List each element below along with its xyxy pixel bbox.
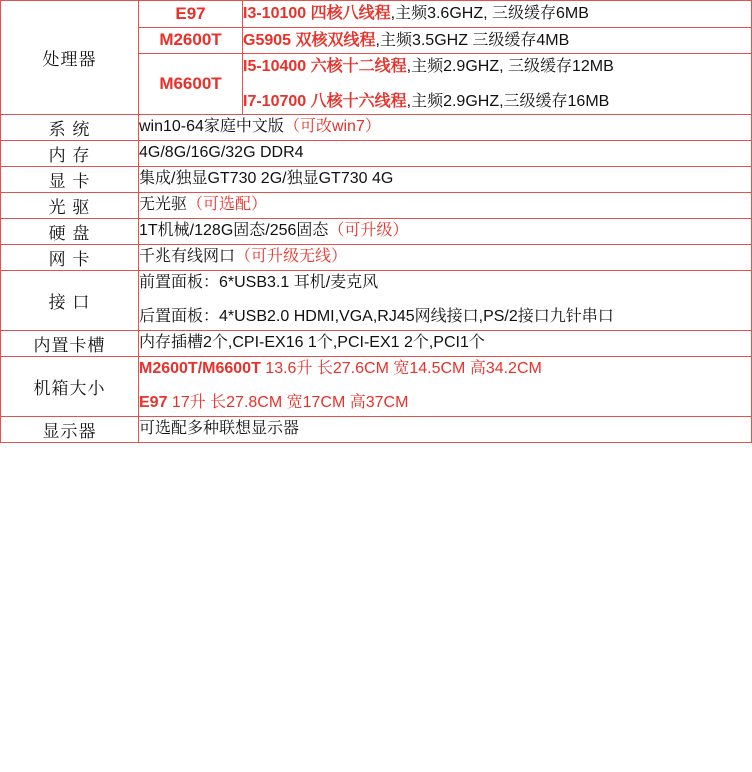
table-row bbox=[1, 219, 752, 245]
row-label-system: 系 统 bbox=[1, 115, 139, 141]
case-model: E97 bbox=[139, 393, 168, 411]
value-text: 1T机械/128G固态/256固态 bbox=[139, 222, 329, 240]
row-label-processor: 处理器 bbox=[1, 1, 139, 115]
table-row bbox=[1, 193, 752, 219]
value-note: （可升级无线） bbox=[235, 248, 348, 266]
table-row bbox=[1, 167, 752, 193]
cpu-line-i5 bbox=[243, 54, 751, 80]
cpu-detail: ,主频2.9GHZ,三级缓存16MB bbox=[406, 92, 610, 110]
row-value-network bbox=[139, 245, 752, 271]
table-row bbox=[1, 115, 752, 141]
cpu-model: I3-10100 四核八线程 bbox=[243, 5, 391, 22]
row-value-case-size bbox=[139, 356, 752, 416]
row-label-harddisk: 硬 盘 bbox=[1, 219, 139, 245]
case-dimensions: 17升 长27.8CM 宽17CM 高37CM bbox=[167, 393, 409, 411]
value-text: 集成/独显GT730 2G/独显GT730 4G bbox=[139, 170, 394, 188]
cpu-detail: ,主频3.6GHZ, 三级缓存6MB bbox=[390, 5, 589, 22]
row-value-optical-drive bbox=[139, 193, 752, 219]
interface-front-panel: 前置面板：6*USB3.1 耳机/麦克风 bbox=[139, 274, 379, 292]
cpu-detail: ,主频2.9GHZ, 三级缓存12MB bbox=[406, 58, 614, 76]
cpu-desc-m2600t bbox=[243, 27, 752, 54]
cpu-code-e97: E97 bbox=[139, 1, 243, 28]
row-label-network: 网 卡 bbox=[1, 245, 139, 271]
table-row bbox=[1, 416, 752, 442]
cpu-model: I7-10700 八核十六线程 bbox=[243, 92, 407, 110]
cpu-line-i7 bbox=[243, 89, 751, 115]
row-value-slots: 内存插槽2个,CPI-EX16 1个,PCI-EX1 2个,PCI1个 bbox=[139, 330, 752, 356]
cpu-code-m6600t: M6600T bbox=[139, 54, 243, 115]
row-label-graphics: 显 卡 bbox=[1, 167, 139, 193]
value-text: win10-64家庭中文版 bbox=[139, 118, 284, 136]
interface-rear-panel: 后置面板：4*USB2.0 HDMI,VGA,RJ45网线接口,PS/2接口九针串口 bbox=[139, 308, 614, 326]
row-label-memory: 内 存 bbox=[1, 141, 139, 167]
cpu-desc-m6600t bbox=[243, 54, 752, 115]
cpu-model: I5-10400 六核十二线程 bbox=[243, 58, 407, 76]
case-dimensions: 13.6升 长27.6CM 宽14.5CM 高34.2CM bbox=[260, 359, 542, 377]
row-label-interface: 接 口 bbox=[1, 271, 139, 331]
case-model: M2600T/M6600T bbox=[139, 359, 261, 377]
cpu-desc-e97 bbox=[243, 1, 752, 28]
row-label-monitor: 显示器 bbox=[1, 416, 139, 442]
value-note: （可升级） bbox=[328, 222, 409, 240]
table-row bbox=[1, 271, 752, 331]
value-text: 千兆有线网口 bbox=[139, 248, 236, 266]
value-text: 无光驱 bbox=[139, 196, 188, 214]
table-row bbox=[1, 330, 752, 356]
cpu-detail: ,主频3.5GHZ 三级缓存4MB bbox=[375, 31, 570, 49]
row-label-optical-drive: 光 驱 bbox=[1, 193, 139, 219]
value-text: 4G/8G/16G/32G DDR4 bbox=[139, 144, 304, 162]
table-row bbox=[1, 1, 752, 28]
value-note: （可改win7） bbox=[283, 118, 381, 136]
row-value-harddisk bbox=[139, 219, 752, 245]
cpu-code-m2600t: M2600T bbox=[139, 27, 243, 54]
row-value-monitor: 可选配多种联想显示器 bbox=[139, 416, 752, 442]
row-label-case-size: 机箱大小 bbox=[1, 356, 139, 416]
row-value-system bbox=[139, 115, 752, 141]
case-size-e97 bbox=[139, 391, 751, 416]
row-value-graphics bbox=[139, 167, 752, 193]
row-label-slots: 内置卡槽 bbox=[1, 330, 139, 356]
row-value-memory bbox=[139, 141, 752, 167]
table-row bbox=[1, 245, 752, 271]
case-size-m-series bbox=[139, 357, 751, 382]
table-row bbox=[1, 356, 752, 416]
table-row bbox=[1, 141, 752, 167]
row-value-interface bbox=[139, 271, 752, 331]
value-note: （可选配） bbox=[187, 196, 268, 214]
cpu-model: G5905 双核双线程 bbox=[243, 31, 376, 49]
